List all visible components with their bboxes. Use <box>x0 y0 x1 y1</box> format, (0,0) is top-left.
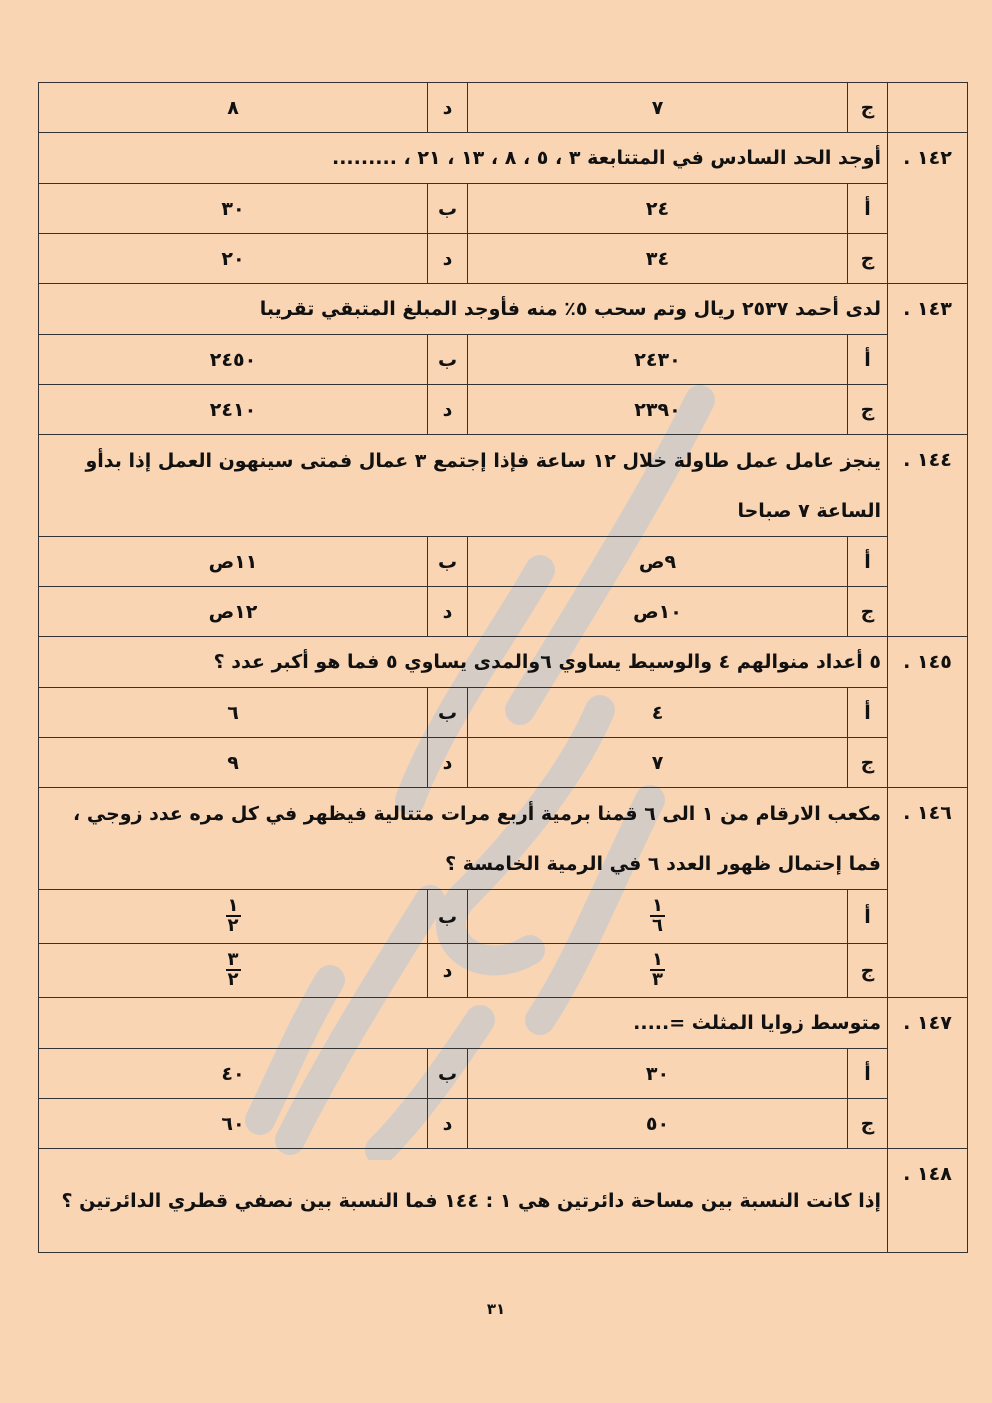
option-letter: أ <box>848 184 888 234</box>
question-number: ١٤٨ . <box>888 1149 968 1253</box>
question-text: مكعب الارقام من ١ الى ٦ قمنا برمية أربع مرات متتالية فيظهر في كل مره عدد زوجي ، فما إحتمال ظهور العدد ٦ في الرمية الخامسة ؟ <box>39 788 888 890</box>
option-row <box>39 944 968 998</box>
question-text: ينجز عامل عمل طاولة خلال ١٢ ساعة فإذا إجتمع ٣ عمال فمتى سينهون العمل إذا بدأو الساعة ٧ صباحا <box>39 435 888 537</box>
option-letter: ج <box>848 587 888 637</box>
option-row <box>39 587 968 637</box>
option-value: ٦٠ <box>39 1099 428 1149</box>
option-row <box>39 335 968 385</box>
option-value: ٥٠ <box>468 1099 848 1149</box>
option-value: ٤ <box>468 688 848 738</box>
option-letter: أ <box>848 537 888 587</box>
fraction: $\frac{١}{٦}$ <box>652 895 663 936</box>
option-row <box>39 234 968 284</box>
option-letter: د <box>428 1099 468 1149</box>
option-letter: د <box>428 234 468 284</box>
option-value: ٦ <box>39 688 428 738</box>
option-letter: ج <box>848 944 888 998</box>
option-value: ٢٠ <box>39 234 428 284</box>
question-row <box>39 1149 968 1253</box>
option-value: ٣٤ <box>468 234 848 284</box>
option-value <box>468 890 848 944</box>
question-text: أوجد الحد السادس في المتتابعة ٣ ، ٥ ، ٨ ، ١٣ ، ٢١ ، ......... <box>39 133 888 184</box>
option-letter: أ <box>848 890 888 944</box>
option-letter: ب <box>428 688 468 738</box>
questions-table <box>38 82 968 1253</box>
question-number: ١٤٤ . <box>888 435 968 637</box>
option-letter: ب <box>428 335 468 385</box>
option-letter: د <box>428 83 468 133</box>
question-row <box>39 435 968 537</box>
option-value: ٤٠ <box>39 1049 428 1099</box>
option-letter: أ <box>848 1049 888 1099</box>
option-value: ٩ <box>39 738 428 788</box>
option-value: ٧ <box>468 83 848 133</box>
option-letter: د <box>428 385 468 435</box>
option-row <box>39 688 968 738</box>
option-letter: أ <box>848 688 888 738</box>
question-number: ١٤٦ . <box>888 788 968 998</box>
option-row <box>39 537 968 587</box>
option-value: ٩ص <box>468 537 848 587</box>
option-letter: ب <box>428 537 468 587</box>
option-letter: ج <box>848 385 888 435</box>
fraction: $\frac{١}{٢}$ <box>227 895 239 936</box>
option-value: ٣٠ <box>39 184 428 234</box>
option-value: ١٠ص <box>468 587 848 637</box>
question-text: متوسط زوايا المثلث =..... <box>39 998 888 1049</box>
option-row <box>39 1099 968 1149</box>
fraction: $\frac{١}{٣}$ <box>652 949 663 990</box>
option-letter: د <box>428 738 468 788</box>
option-row <box>39 1049 968 1099</box>
option-letter: ب <box>428 184 468 234</box>
question-text: ٥ أعداد منوالهم ٤ والوسيط يساوي ٦والمدى يساوي ٥ فما هو أكبر عدد ؟ <box>39 637 888 688</box>
option-letter: ج <box>848 1099 888 1149</box>
option-value <box>468 944 848 998</box>
option-value: ١١ص <box>39 537 428 587</box>
option-value: ٨ <box>39 83 428 133</box>
option-row <box>39 184 968 234</box>
option-letter: د <box>428 587 468 637</box>
option-value: ٢٤٥٠ <box>39 335 428 385</box>
question-row <box>39 637 968 688</box>
option-row <box>39 738 968 788</box>
option-letter: ب <box>428 890 468 944</box>
option-value <box>39 944 428 998</box>
page-number: ٣١ <box>486 1300 506 1318</box>
option-letter: د <box>428 944 468 998</box>
option-value: ٢٣٩٠ <box>468 385 848 435</box>
option-value: ٢٤٣٠ <box>468 335 848 385</box>
option-value <box>39 890 428 944</box>
question-number: ١٤٢ . <box>888 133 968 284</box>
option-letter: ج <box>848 83 888 133</box>
option-value: ٢٤١٠ <box>39 385 428 435</box>
option-value: ٢٤ <box>468 184 848 234</box>
option-value: ٧ <box>468 738 848 788</box>
option-row <box>39 890 968 944</box>
option-value: ١٢ص <box>39 587 428 637</box>
question-number: ١٤٧ . <box>888 998 968 1149</box>
option-letter: أ <box>848 335 888 385</box>
question-row <box>39 284 968 335</box>
question-row <box>39 133 968 184</box>
question-number: ١٤٣ . <box>888 284 968 435</box>
option-letter: ج <box>848 234 888 284</box>
question-row <box>39 788 968 890</box>
option-letter: ج <box>848 738 888 788</box>
question-row <box>39 998 968 1049</box>
option-letter: ب <box>428 1049 468 1099</box>
question-number: ١٤٥ . <box>888 637 968 788</box>
option-value: ٣٠ <box>468 1049 848 1099</box>
question-number-cell <box>888 83 968 133</box>
question-text: لدى أحمد ٢٥٣٧ ريال وتم سحب ٥٪ منه فأوجد المبلغ المتبقي تقريبا <box>39 284 888 335</box>
question-text: إذا كانت النسبة بين مساحة دائرتين هي ١ : ١٤٤ فما النسبة بين نصفي قطري الدائرتين ؟ <box>39 1149 888 1253</box>
fraction: $\frac{٣}{٢}$ <box>227 949 239 990</box>
option-row <box>39 83 968 133</box>
option-row <box>39 385 968 435</box>
